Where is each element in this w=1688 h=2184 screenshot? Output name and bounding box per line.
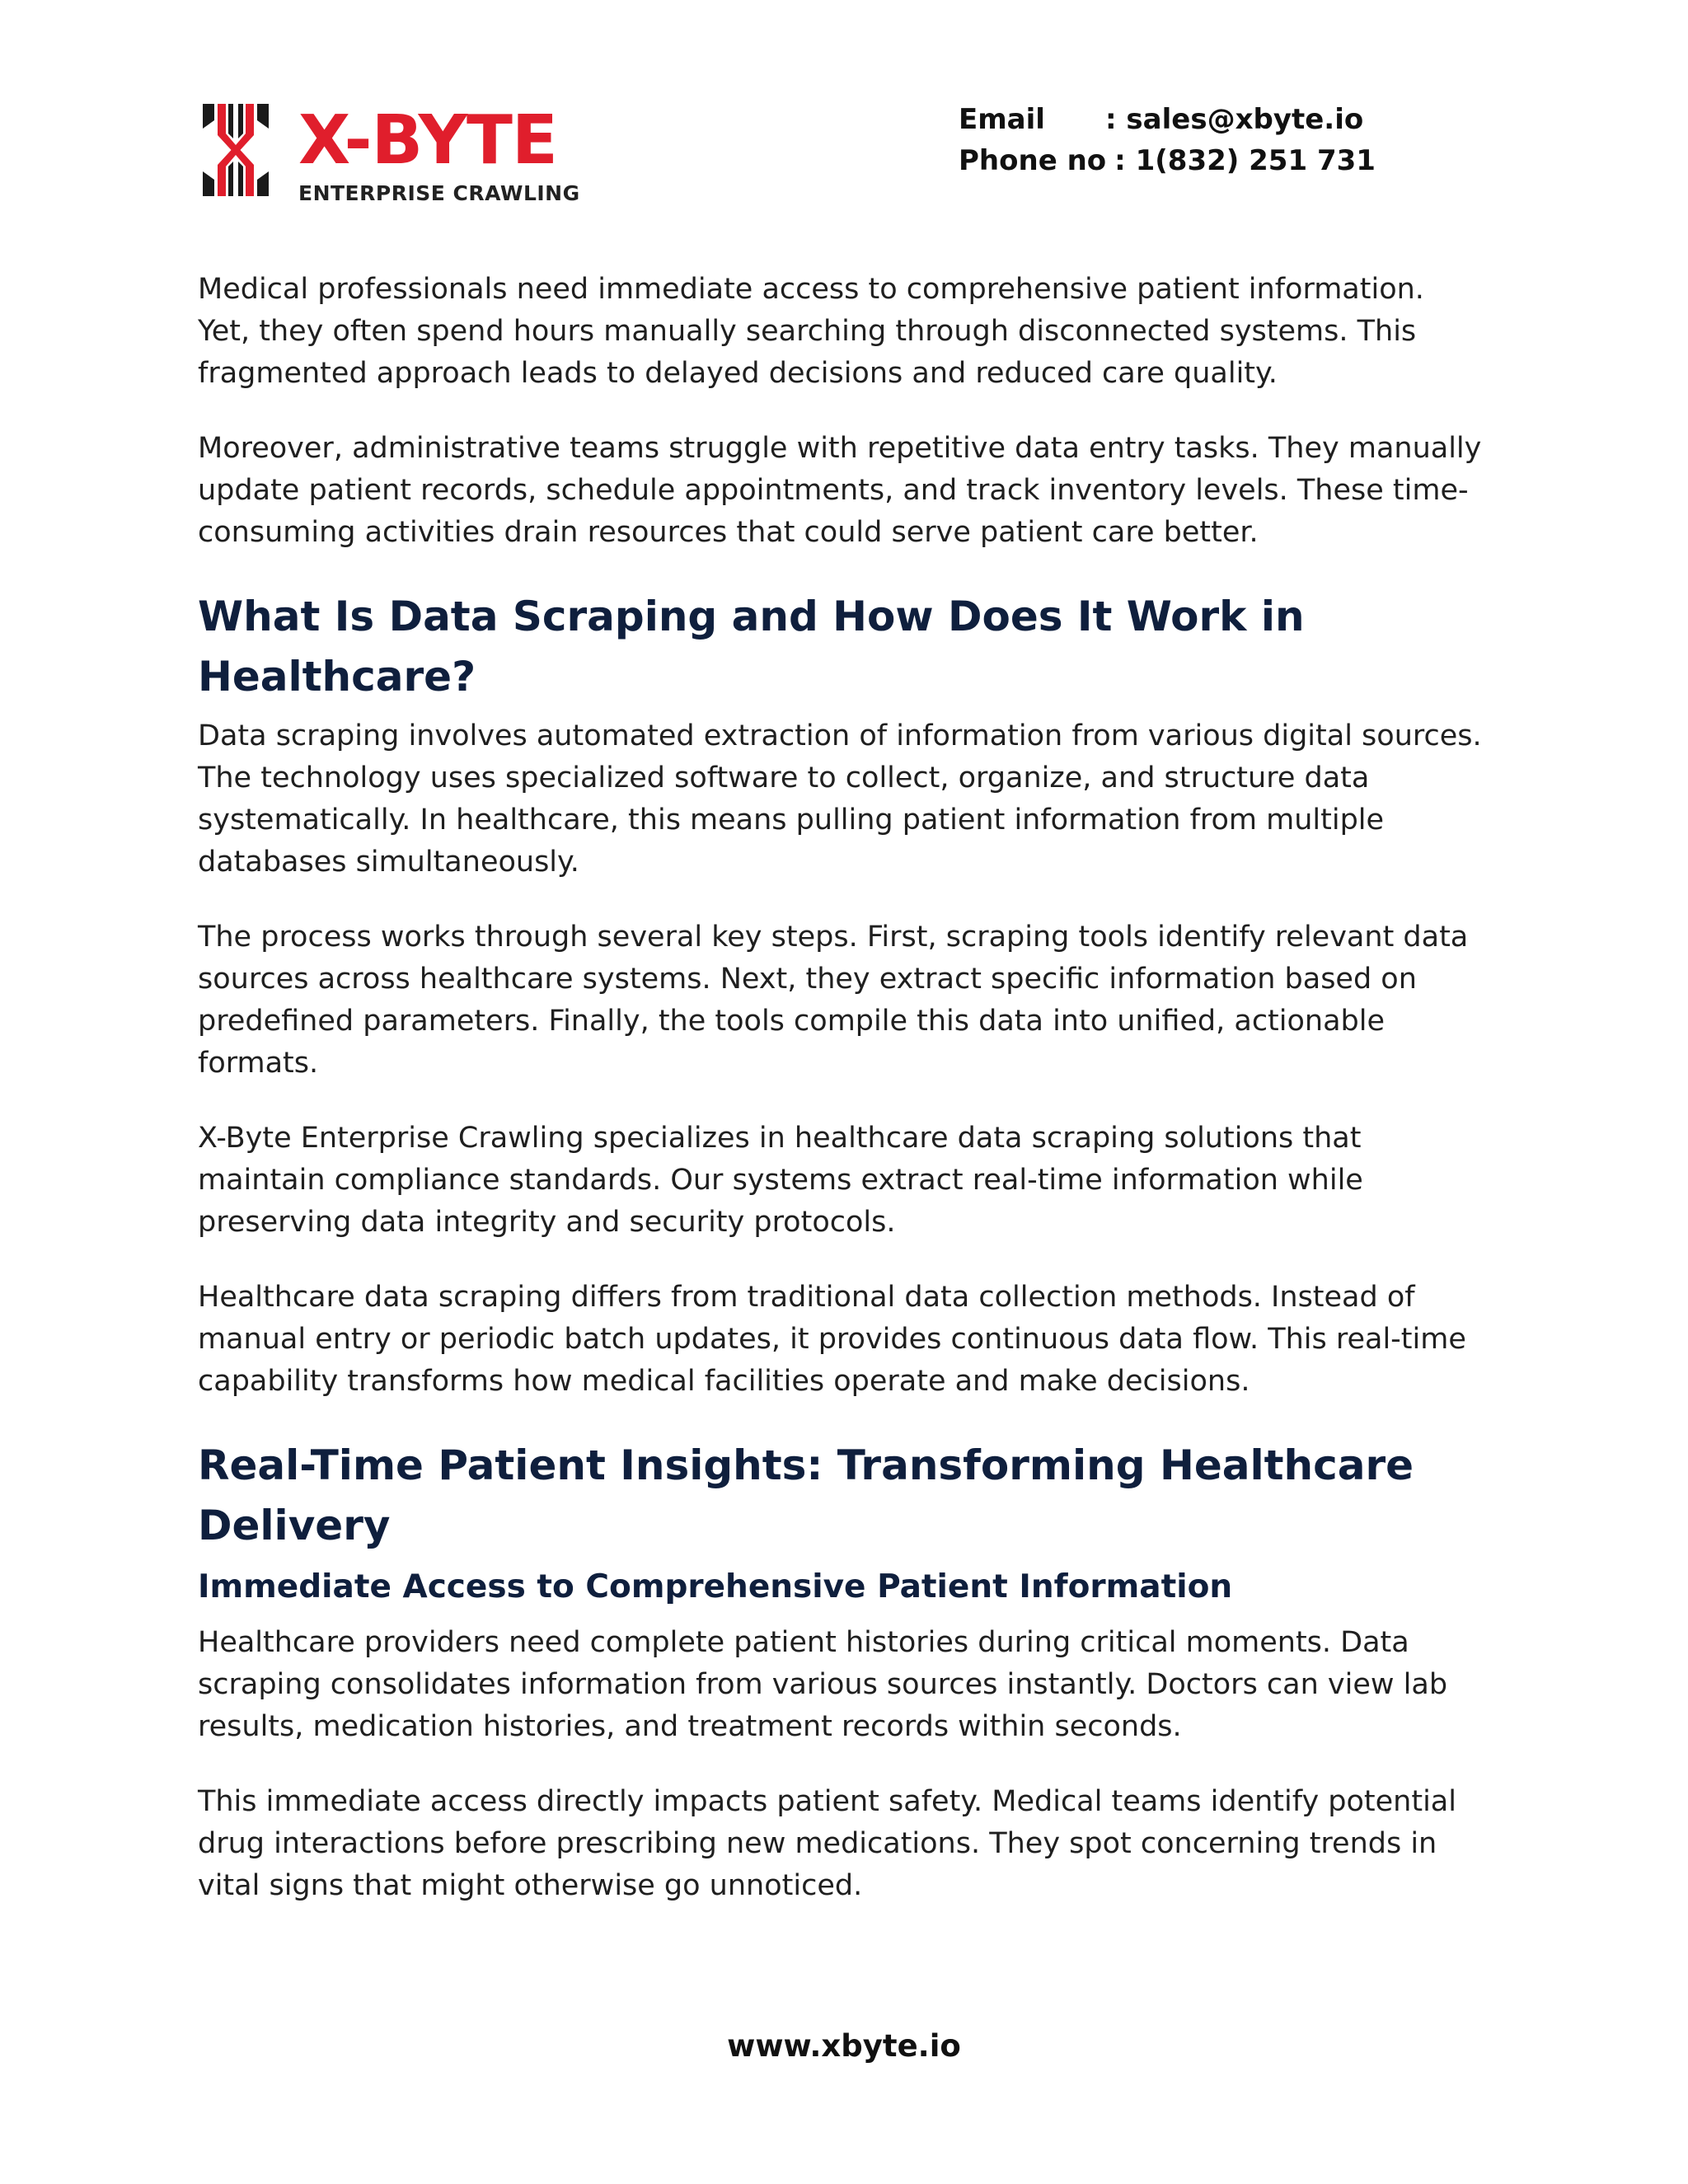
subheading-immediate-access: Immediate Access to Comprehensive Patient Information (198, 1568, 1233, 1605)
section-heading-real-time-insights: Real-Time Patient Insights: Transforming Healthcare Delivery (198, 1441, 1414, 1549)
section1-paragraph-1: Data scraping involves automated extraction of information from various digital sources. The technology uses specialized software to collect, organize, and structure data systematically. In healthcare, this means pulling patient information from multiple databases simultaneously. (198, 719, 1482, 879)
footer-website-link[interactable]: www.xbyte.io (727, 2028, 961, 2064)
phone-row (959, 140, 1376, 181)
logo-wordmark (298, 101, 580, 206)
contact-info (959, 99, 1376, 181)
email-value: : sales@xbyte.io (1105, 103, 1364, 136)
logo-title: X-BYTE (298, 101, 557, 180)
phone-value: : 1(832) 251 731 (1114, 144, 1376, 177)
email-row (959, 99, 1376, 140)
x-byte-logo-mark-icon (203, 104, 269, 196)
phone-label: Phone no (959, 144, 1107, 177)
section2-paragraph-2: This immediate access directly impacts patient safety. Medical teams identify potential drug interactions before prescribing new medications. They spot concerning trends in vital signs that might otherwise go unnoticed. (198, 1785, 1456, 1902)
article-body (198, 269, 1484, 1940)
logo-subtitle: ENTERPRISE CRAWLING (298, 181, 580, 205)
company-logo (203, 101, 580, 206)
section1-paragraph-4: Healthcare data scraping differs from traditional data collection methods. Instead of manual entry or periodic batch updates, it provides continuous data flow. This real-time capability transforms how medical facilities operate and make decisions. (198, 1281, 1466, 1398)
intro-paragraph-1: Medical professionals need immediate access to comprehensive patient information. Yet, they often spend hours manually searching through disconnected systems. This fragmented approach leads to delayed decisions and reduced care quality. (198, 273, 1424, 390)
intro-paragraph-2: Moreover, administrative teams struggle with repetitive data entry tasks. They manually update patient records, schedule appointments, and track inventory levels. These time-consuming activities drain resources that could serve patient care better. (198, 432, 1482, 549)
email-label: Email (959, 103, 1045, 136)
section2-paragraph-1: Healthcare providers need complete patient histories during critical moments. Data scraping consolidates information from various sources instantly. Doctors can view lab results, medication histories, and treatment records within seconds. (198, 1626, 1448, 1743)
section1-paragraph-3: X-Byte Enterprise Crawling specializes in healthcare data scraping solutions that maintain compliance standards. Our systems extract real-time information while preserving data integrity and security protocols. (198, 1122, 1363, 1239)
section-heading-data-scraping: What Is Data Scraping and How Does It Work in Healthcare? (198, 593, 1305, 701)
section1-paragraph-2: The process works through several key steps. First, scraping tools identify relevant data sources across healthcare systems. Next, they extract specific information based on predefined parameters. Finally, the tools compile this data into unified, actionable formats. (198, 921, 1469, 1080)
